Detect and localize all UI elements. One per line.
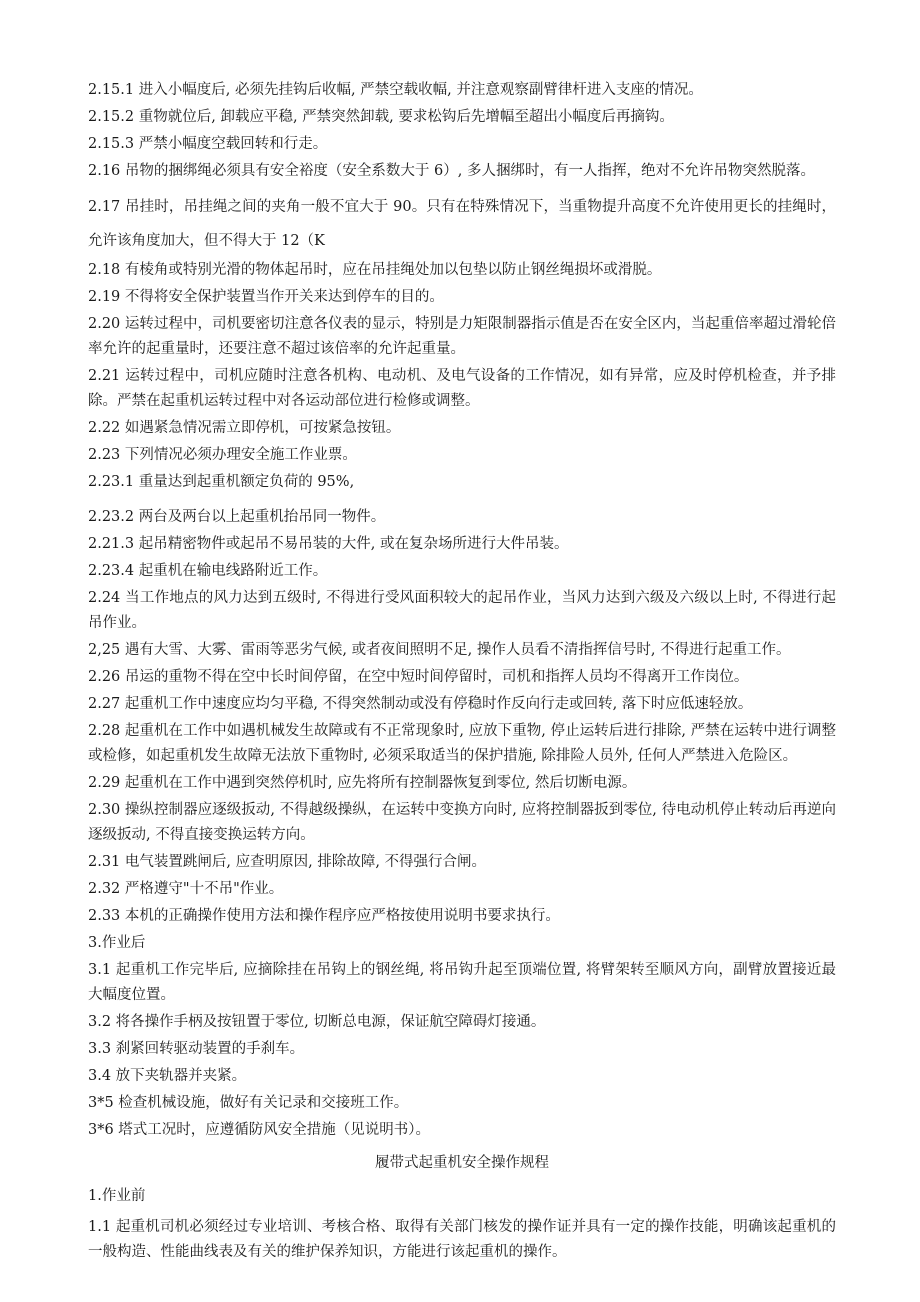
paragraph-2-17: 2.17 吊挂时，吊挂绳之间的夹角一般不宜大于 90。只有在特殊情况下，当重物提升高度不允许使用更长的挂绳时，允许该角度加大，但不得大于 12（K <box>88 199 836 249</box>
paragraph-2-25: 2,25 遇有大雪、大雾、雷雨等恶劣气候, 或者夜间照明不足, 操作人员看不清指挥信号时, 不得进行起重工作。 <box>88 642 791 658</box>
paragraph-2-23-2: 2.23.2 两台及两台以上起重机抬吊同一物件。 <box>88 509 386 525</box>
paragraph-2-30: 2.30 操纵控制器应逐级扳动, 不得越级操纵，在运转中变换方向时, 应将控制器扳到零位, 待电动机停止转动后再逆向逐级扳动, 不得直接变换运转方向。 <box>88 802 836 843</box>
paragraph-3-6: 3*6 塔式工况时，应遵循防风安全措施（见说明书）。 <box>88 1122 431 1138</box>
paragraph-2-27: 2.27 起重机工作中速度应均匀平稳, 不得突然制动或没有停稳时作反向行走或回转, 落下时应低速轻放。 <box>88 696 753 712</box>
paragraph-3-1: 3.1 起重机工作完毕后, 应摘除挂在吊钩上的钢丝绳, 将吊钩升起至顶端位置, 将臂架转至顺风方向，副臂放置接近最大幅度位置。 <box>88 962 836 1003</box>
paragraph-2-29: 2.29 起重机在工作中遇到突然停机时, 应先将所有控制器恢复到零位, 然后切断电源。 <box>88 775 637 791</box>
heading-section-3: 3.作业后 <box>88 935 146 951</box>
paragraph-2-23: 2.23 下列情况必须办理安全施工作业票。 <box>88 447 357 463</box>
paragraph-2-21: 2.21 运转过程中，司机应随时注意各机构、电动机、及电气设备的工作情况，如有异常，应及时停机检查，并予排除。严禁在起重机运转过程中对各运动部位进行检修或调整。 <box>88 368 836 409</box>
paragraph-2-23-4: 2.23.4 起重机在输电线路附近工作。 <box>88 563 328 579</box>
paragraph-2-16: 2.16 吊物的捆绑绳必须具有安全裕度（安全系数大于 6）, 多人捆绑时，有一人指挥，绝对不允许吊物突然脱落。 <box>88 163 815 179</box>
paragraph-2-20: 2.20 运转过程中，司机要密切注意各仪表的显示，特别是力矩限制器指示值是否在安全区内，当起重倍率超过滑轮倍率允许的起重量时，还要注意不超过该倍率的允许起重量。 <box>88 316 836 357</box>
paragraph-2-23-1: 2.23.1 重量达到起重机额定负荷的 95%, <box>88 474 355 490</box>
paragraph-2-18: 2.18 有棱角或特别光滑的物体起吊时，应在吊挂绳处加以包垫以防止钢丝绳损坏或滑脱。 <box>88 262 662 278</box>
paragraph-2-22: 2.22 如遇紧急情况需立即停机，可按紧急按钮。 <box>88 420 401 436</box>
paragraph-2-15-1: 2.15.1 进入小幅度后, 必须先挂钩后收幅, 严禁空载收幅, 并注意观察副臂律杆进入支座的情况。 <box>88 82 703 98</box>
paragraph-2-15-2: 2.15.2 重物就位后, 卸载应平稳, 严禁突然卸载, 要求松钩后先增幅至超出小幅度后再摘钩。 <box>88 109 674 125</box>
paragraph-2-33: 2.33 本机的正确操作使用方法和操作程序应严格按使用说明书要求执行。 <box>88 908 560 924</box>
paragraph-2-28: 2.28 起重机在工作中如遇机械发生故障或有不正常现象时, 应放下重物, 停止运转后进行排除, 严禁在运转中进行调整或检修，如起重机发生故障无法放下重物时, 必须采取适当的保护措施, 除排险人员外, 任何人严禁进入危险区。 <box>88 723 836 764</box>
paragraph-3-5: 3*5 检查机械设施，做好有关记录和交接班工作。 <box>88 1095 409 1111</box>
paragraph-3-4: 3.4 放下夹轨器并夹紧。 <box>88 1068 247 1084</box>
paragraph-2-21-3: 2.21.3 起吊精密物件或起吊不易吊装的大件, 或在复杂场所进行大件吊装。 <box>88 536 569 552</box>
paragraph-2-32: 2.32 严格遵守"十不吊"作业。 <box>88 881 284 897</box>
paragraph-2-19: 2.19 不得将安全保护装置当作开关来达到停车的目的。 <box>88 289 444 305</box>
heading-section-1: 1.作业前 <box>88 1188 146 1204</box>
paragraph-2-31: 2.31 电气装置跳闸后, 应查明原因, 排除故障, 不得强行合闸。 <box>88 854 487 870</box>
paragraph-2-15-3: 2.15.3 严禁小幅度空载回转和行走。 <box>88 136 328 152</box>
paragraph-3-3: 3.3 刹紧回转驱动装置的手刹车。 <box>88 1041 305 1057</box>
paragraph-3-2: 3.2 将各操作手柄及按钮置于零位, 切断总电源，保证航空障碍灯接通。 <box>88 1014 546 1030</box>
paragraph-2-24: 2.24 当工作地点的风力达到五级时, 不得进行受风面积较大的起吊作业，当风力达到六级及六级以上时, 不得进行起吊作业。 <box>88 590 836 631</box>
paragraph-1-1: 1.1 起重机司机必须经过专业培训、考核合格、取得有关部门核发的操作证并具有一定的操作技能，明确该起重机的一般构造、性能曲线表及有关的维护保养知识，方能进行该起重机的操作。 <box>88 1219 836 1260</box>
section-title: 履带式起重机安全操作规程 <box>375 1155 549 1171</box>
paragraph-2-26: 2.26 吊运的重物不得在空中长时间停留，在空中短时间停留时，司机和指挥人员均不得离开工作岗位。 <box>88 669 749 685</box>
